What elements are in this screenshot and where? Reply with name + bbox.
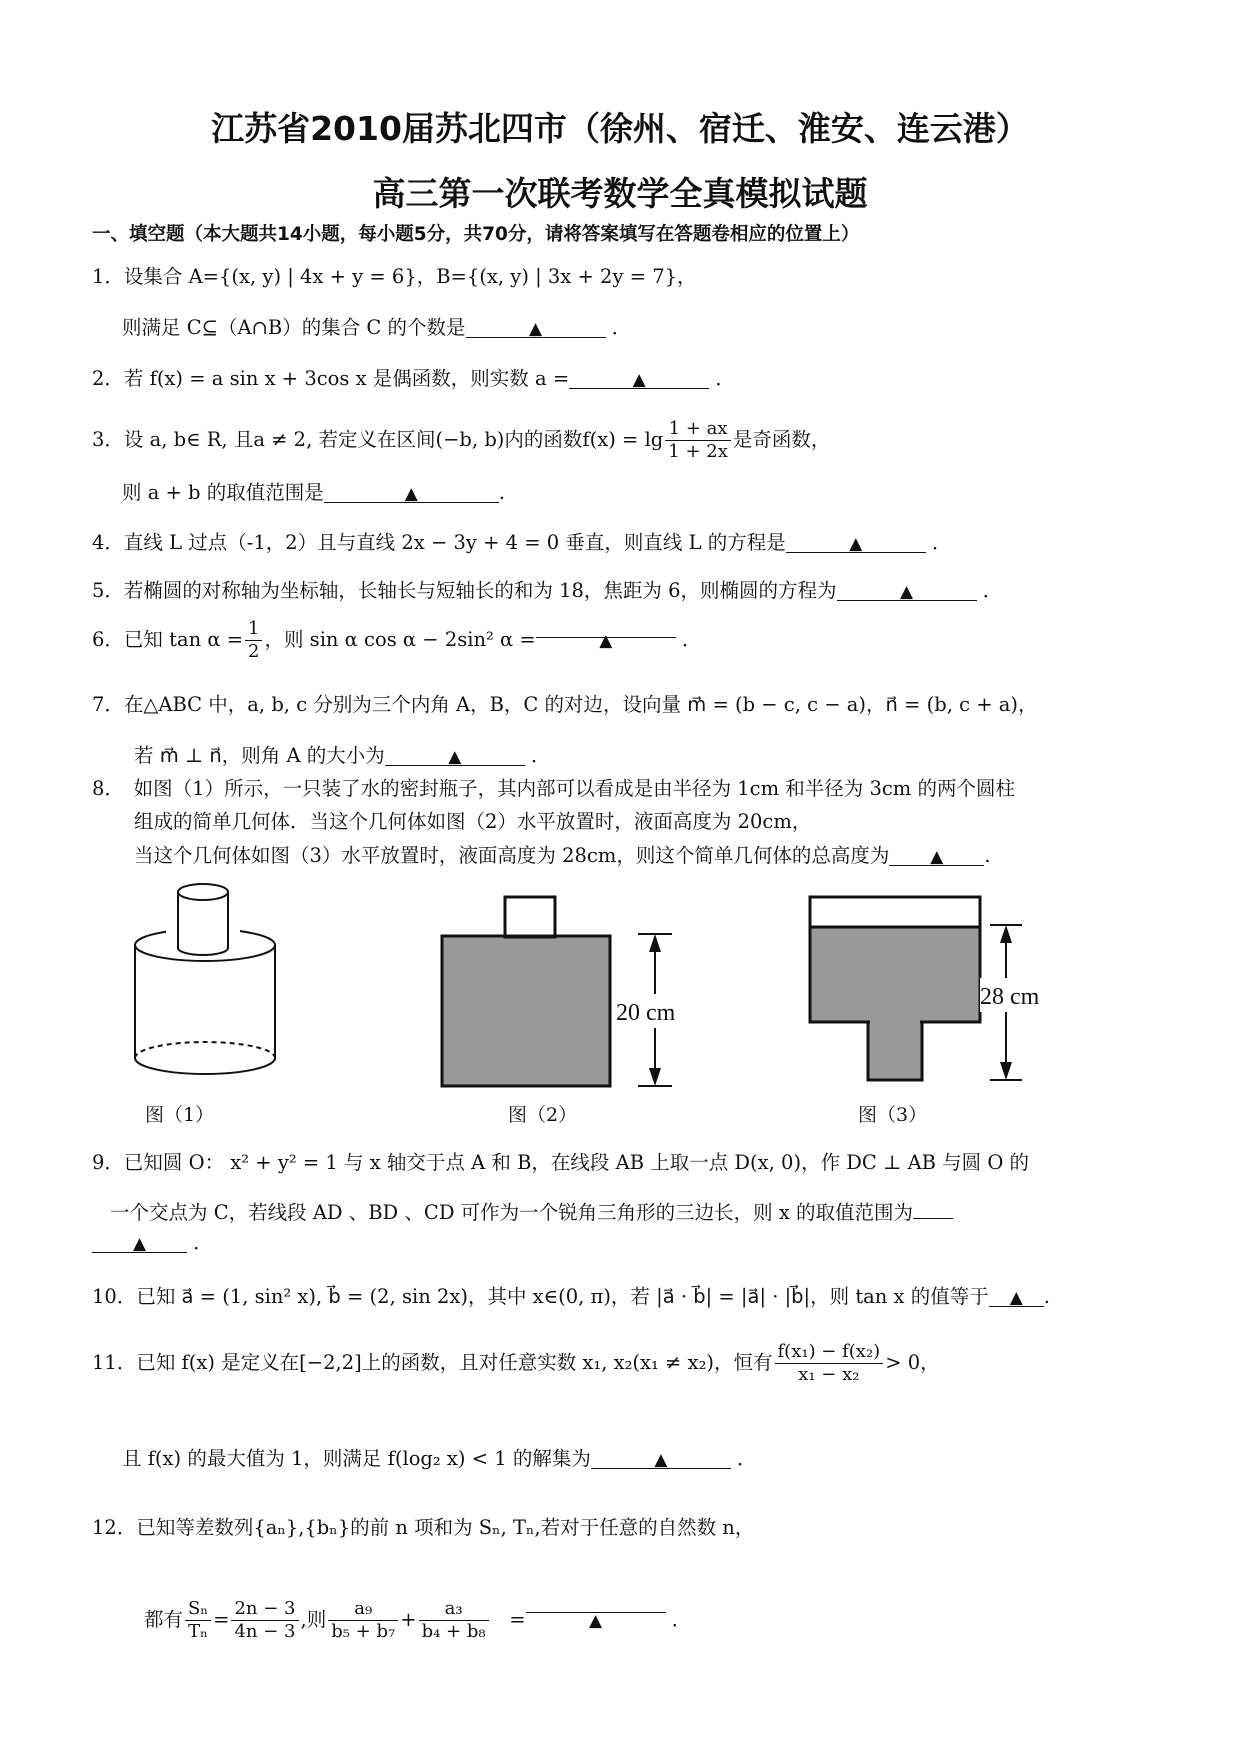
answer-blank-5: ▲ bbox=[837, 578, 977, 601]
question-9-line-1: 9．已知圆 O： x² + y² = 1 与 x 轴交于点 A 和 B，在线段 AB 上取一点 D(x, 0)，作 DC ⊥ AB 与圆 O 的 bbox=[92, 1151, 1030, 1174]
answer-blank-2: ▲ bbox=[569, 366, 709, 389]
exam-subtitle: 高三第一次联考数学全真模拟试题 bbox=[372, 174, 868, 213]
answer-blank-9: ▲ bbox=[92, 1230, 187, 1253]
question-3-line-2: 则 a + b 的取值范围是 ▲ . bbox=[122, 481, 505, 504]
question-11-line-2: 且 f(x) 的最大值为 1，则满足 f(log₂ x) < 1 的解集为 ▲ ． bbox=[122, 1447, 757, 1470]
figure-2-upright-container bbox=[410, 882, 710, 1092]
question-8-line-2: 组成的简单几何体．当这个几何体如图（2）水平放置时，液面高度为 20cm， bbox=[134, 810, 812, 833]
answer-blank-1: ▲ bbox=[466, 315, 606, 338]
section-heading: 一、填空题（本大题共14小题，每小题5分，共70分，请将答案填写在答题卷相应的位置上） bbox=[92, 224, 860, 245]
question-1-text: 则满足 C⊆（A∩B）的集合 C 的个数是 bbox=[122, 316, 466, 339]
question-3-fraction: $\frac{1 + ax}{1 + 2x}$ bbox=[665, 418, 731, 463]
question-1-line-2: 则满足 C⊆（A∩B）的集合 C 的个数是 ▲ ． bbox=[122, 316, 632, 339]
question-1-line-1: 1．设集合 A={(x, y) | 4x + y = 6}，B={(x, y) | 3x + 2y = 7}， bbox=[92, 265, 697, 288]
question-2: 2．若 f(x) = a sin x + 3cos x 是偶函数，则实数 a = ▲ ． bbox=[92, 367, 735, 390]
question-12-line-2: 都有 $\frac{\text{Sₙ}}{\text{Tₙ}}$ = $\frac{2n - 3}{4n - 3}$ ,则 $\frac{\text{a₉}}{\text{b₅ + b₇}}$ + $\frac{\text{a₃}}{\text{b₄ + b₈}}$ = ▲ ． bbox=[144, 1590, 691, 1650]
question-12-line-1: 12．已知等差数列{aₙ},{bₙ}的前 n 项和为 Sₙ, Tₙ,若对于任意的自然数 n， bbox=[92, 1516, 755, 1539]
question-9-answer-line: ▲ ． bbox=[92, 1230, 213, 1256]
question-3-line-1: 3．设 a, b∈ R, 且a ≠ 2, 若定义在区间(−b, b)内的函数f(x) = lg $\frac{1 + ax}{1 + 2x}$ 是奇函数， bbox=[92, 418, 831, 462]
answer-blank-7: ▲ bbox=[385, 743, 525, 766]
question-5: 5．若椭圆的对称轴为坐标轴，长轴长与短轴长的和为 18，焦距为 6，则椭圆的方程为 ▲ ． bbox=[92, 579, 1003, 602]
exam-title: 江苏省2010届苏北四市（徐州、宿迁、淮安、连云港） bbox=[211, 109, 1029, 148]
figure-3-height-label: 28 cm bbox=[980, 984, 1040, 1010]
question-7-line-1: 7．在△ABC 中，a, b, c 分别为三个内角 A，B，C 的对边，设向量 m⃗ = (b − c, c − a)，n⃗ = (b, c + a)， bbox=[92, 693, 1038, 716]
answer-blank-8: ▲ bbox=[889, 843, 984, 866]
figure-1-bottle bbox=[110, 880, 300, 1090]
question-10: 10．已知 a⃗ = (1, sin² x), b⃗ = (2, sin 2x)，其中 x∈(0, π)，若 |a⃗ · b⃗| = |a⃗| · |b⃗|，则 tan x 的值等于 ▲ . bbox=[92, 1285, 1050, 1308]
question-6-fraction: $\frac{1}{2}$ bbox=[245, 618, 262, 663]
figure-2-height-label: 20 cm bbox=[616, 1000, 676, 1026]
figure-2-caption: 图（2） bbox=[508, 1104, 578, 1126]
figure-1-caption: 图（1） bbox=[145, 1104, 215, 1126]
answer-blank-6: ▲ bbox=[536, 615, 676, 638]
question-11-line-1: 11．已知 f(x) 是定义在[−2,2]上的函数，且对任意实数 x₁, x₂(x₁ ≠ x₂)，恒有 $\frac{\text{f(x₁) − f(x₂)}}{\text{x₁ − x₂}}$ > 0， bbox=[92, 1341, 940, 1385]
figure-3-caption: 图（3） bbox=[858, 1104, 928, 1126]
question-12-fraction-a3: $\frac{\text{a₃}}{\text{b₄ + b₈}}$ bbox=[419, 1598, 489, 1643]
question-9-line-2: 一个交点为 C，若线段 AD 、BD 、CD 可作为一个锐角三角形的三边长，则 x 的取值范围为 bbox=[110, 1196, 953, 1226]
answer-blank-3: ▲ bbox=[324, 480, 499, 503]
answer-blank-4: ▲ bbox=[786, 530, 926, 553]
question-8-line-1: 8． 如图（1）所示，一只装了水的密封瓶子，其内部可以看成是由半径为 1cm 和半径为 3cm 的两个圆柱 bbox=[92, 777, 1015, 800]
question-4: 4．直线 L 过点（-1，2）且与直线 2x − 3y + 4 = 0 垂直，则直线 L 的方程是 ▲ ． bbox=[92, 531, 952, 554]
figure-3-inverted-container bbox=[800, 882, 1100, 1092]
question-12-fraction-ratio: $\frac{2n - 3}{4n - 3}$ bbox=[231, 1598, 298, 1643]
answer-blank-12: ▲ bbox=[526, 1590, 666, 1613]
question-7-line-2: 若 m⃗ ⊥ n⃗，则角 A 的大小为 ▲ ． bbox=[134, 744, 551, 767]
answer-blank-11: ▲ bbox=[591, 1446, 731, 1469]
question-8-line-3: 当这个几何体如图（3）水平放置时，液面高度为 28cm，则这个简单几何体的总高度为 ▲ . bbox=[134, 844, 991, 867]
answer-blank-10: ▲ bbox=[989, 1284, 1044, 1307]
question-6: 6．已知 tan α = $\frac{1}{2}$ ，则 sin α cos α − 2sin² α = ▲ ． bbox=[92, 615, 701, 665]
question-12-fraction-a9: $\frac{\text{a₉}}{\text{b₅ + b₇}}$ bbox=[328, 1598, 398, 1643]
question-12-fraction-s-t: $\frac{\text{Sₙ}}{\text{Tₙ}}$ bbox=[185, 1598, 211, 1643]
question-11-fraction: $\frac{\text{f(x₁) − f(x₂)}}{\text{x₁ − x₂}}$ bbox=[775, 1341, 884, 1386]
